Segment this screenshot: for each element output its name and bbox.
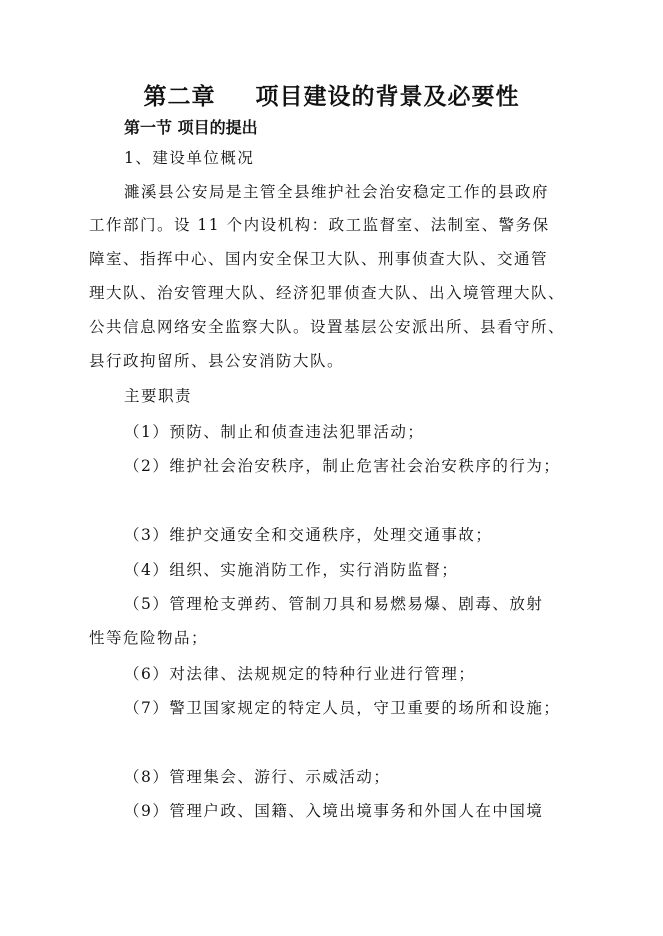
duties-heading: 主要职责 <box>124 387 193 405</box>
duty-item: （1）预防、制止和侦查违法犯罪活动； <box>124 423 425 441</box>
duty-item: （6）对法律、法规规定的特种行业进行管理； <box>124 665 476 683</box>
paragraph-line: 公共信息网络安全监察大队。设置基层公安派出所、县看守所、 <box>89 318 566 336</box>
duty-item: （5）管理枪支弹药、管制刀具和易燃易爆、剧毒、放射 <box>124 595 544 613</box>
chapter-heading <box>0 78 663 111</box>
paragraph-line: 障室、指挥中心、国内安全保卫大队、刑事侦查大队、交通管 <box>89 250 549 268</box>
subsection-heading: 1、建设单位概况 <box>124 149 255 167</box>
paragraph-line: 理大队、治安管理大队、经济犯罪侦查大队、出入境管理大队、 <box>89 284 566 302</box>
duty-item: （7）警卫国家规定的特定人员，守卫重要的场所和设施； <box>124 699 561 717</box>
duty-item-continuation: 性等危险物品； <box>89 629 209 647</box>
paragraph-line: 县行政拘留所、县公安消防大队。 <box>89 352 345 370</box>
paragraph-line: 濉溪县公安局是主管全县维护社会治安稳定工作的县政府 <box>124 183 550 201</box>
duty-item: （8）管理集会、游行、示威活动； <box>124 768 391 786</box>
paragraph-line: 工作部门。设 11 个内设机构：政工监督室、法制室、警务保 <box>89 216 550 234</box>
duty-item: （3）维护交通安全和交通秩序，处理交通事故； <box>124 526 493 544</box>
duty-item: （4）组织、实施消防工作，实行消防监督； <box>124 561 459 579</box>
chapter-title: 项目建设的背景及必要性 <box>255 84 520 110</box>
duty-item: （9）管理户政、国籍、入境出境事务和外国人在中国境 <box>124 802 544 820</box>
section-heading: 第一节 项目的提出 <box>124 118 258 137</box>
duty-item: （2）维护社会治安秩序，制止危害社会治安秩序的行为； <box>124 457 561 475</box>
chapter-number: 第二章 <box>143 84 216 110</box>
